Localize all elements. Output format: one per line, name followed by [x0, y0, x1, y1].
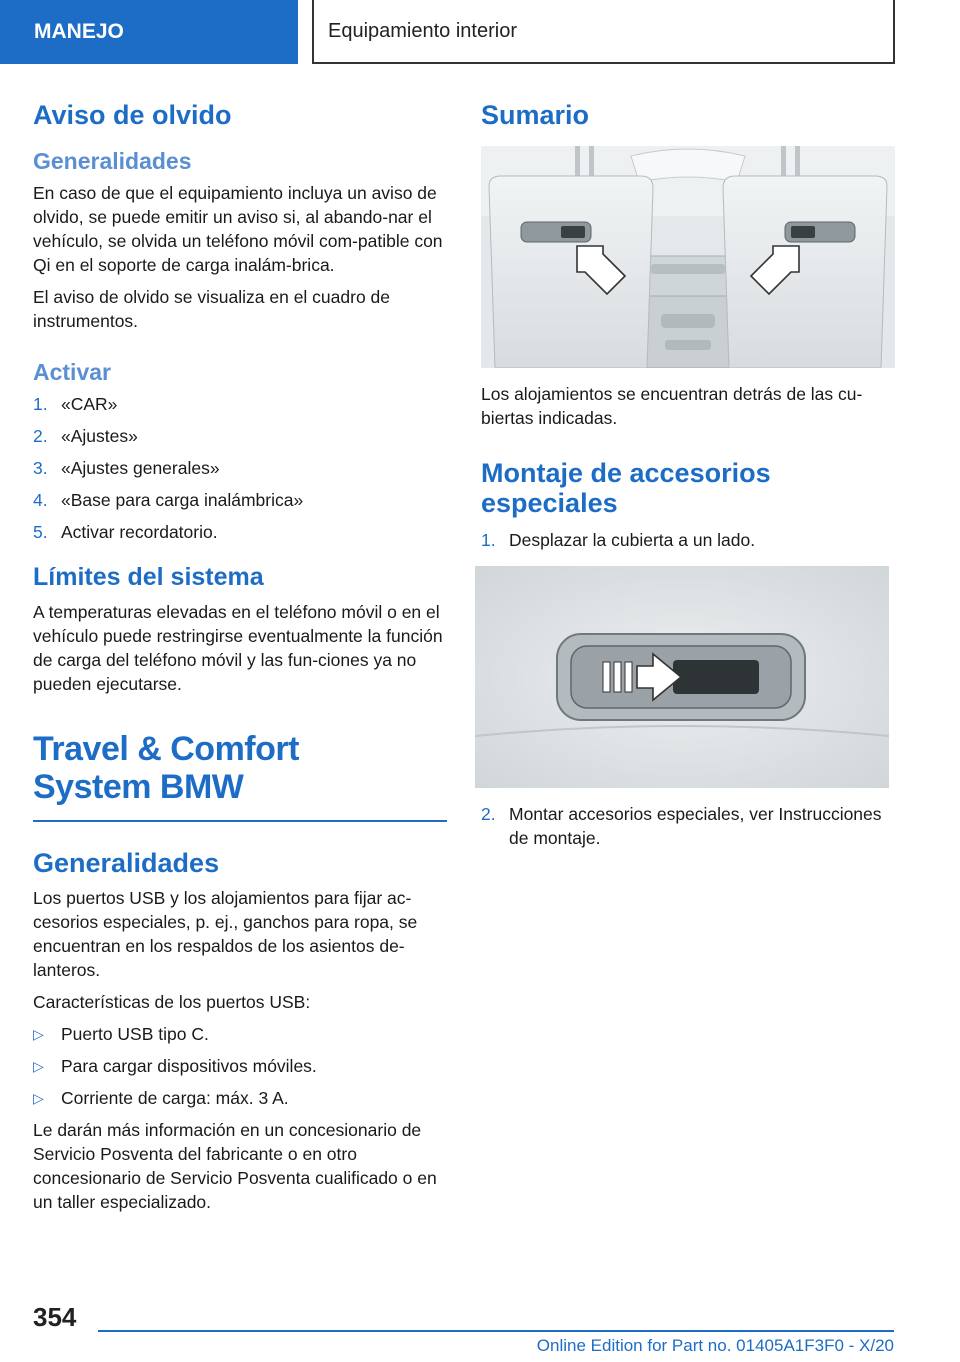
list-item: [481, 528, 895, 552]
gen2-paragraph-1: Los puertos USB y los alojamientos para fijar ac-cesorios especiales, p. ej., ganchos para ropa, se encuentran en los respaldos de los asientos de-lanteros.: [33, 888, 418, 980]
step-text: «CAR»: [61, 394, 118, 414]
bullet-text: Para cargar dispositivos móviles.: [61, 1056, 317, 1076]
gen2-paragraph-3: Le darán más información en un concesionario de Servicio Posventa del fabricante o en otro concesionario de Servicio Posventa cualificado o en un taller especializado.: [33, 1120, 437, 1212]
step-number: 2.: [481, 804, 496, 824]
step-text: Montar accesorios especiales, ver Instrucciones de montaje.: [509, 804, 882, 848]
step-text: Activar recordatorio.: [61, 522, 218, 542]
montaje-steps-2: [481, 802, 895, 850]
cover-slide-figure: [475, 566, 889, 788]
sumario-title: Sumario: [481, 100, 590, 130]
footer-divider: [98, 1330, 894, 1332]
step-text: «Ajustes generales»: [61, 458, 220, 478]
limites-paragraph: A temperaturas elevadas en el teléfono móvil o en el vehículo puede restringirse eventualmente la función de carga del teléfono móvil y las fun-ciones ya no pueden ejecutarse.: [33, 602, 443, 694]
gen1-paragraph-2: El aviso de olvido se visualiza en el cuadro de instrumentos.: [33, 287, 391, 331]
montaje-title-line-1: Montaje de accesorios: [481, 458, 771, 488]
page-number: 354: [33, 1302, 77, 1332]
list-item: [33, 456, 447, 480]
step-text: «Ajustes»: [61, 426, 138, 446]
left-column: [33, 100, 447, 1222]
activar-title: Activar: [33, 359, 111, 385]
aviso-title: Aviso de olvido: [33, 100, 232, 130]
travel-title: [33, 730, 447, 822]
usb-features-list: [33, 1022, 447, 1110]
step-number: 3.: [33, 458, 48, 478]
triangle-bullet-icon: ▷: [33, 1090, 44, 1106]
list-item: [33, 488, 447, 512]
step-number: 1.: [481, 530, 496, 550]
sumario-paragraph: Los alojamientos se encuentran detrás de las cu-biertas indicadas.: [481, 384, 863, 428]
travel-title-line-1: Travel & Comfort: [33, 730, 299, 768]
chapter-title: Equipamiento interior: [312, 0, 895, 64]
gen1-paragraph-1: En caso de que el equipamiento incluya un aviso de olvido, se puede emitir un aviso si, al abando-nar el vehículo, se olvida un teléfono móvil com-patible con Qi en el soporte de carga inalám-brica.: [33, 183, 443, 275]
triangle-bullet-icon: ▷: [33, 1026, 44, 1042]
bullet-text: Puerto USB tipo C.: [61, 1024, 209, 1044]
activar-steps: [33, 392, 447, 544]
list-item: [33, 520, 447, 544]
section-tab: MANEJO: [0, 0, 298, 64]
gen1-title: Generalidades: [33, 148, 192, 174]
list-item: [481, 802, 895, 850]
right-column: [481, 100, 895, 858]
montaje-title-line-2: especiales: [481, 488, 618, 518]
bullet-text: Corriente de carga: máx. 3 A.: [61, 1088, 289, 1108]
list-item: [33, 1022, 447, 1046]
seatback-overview-figure: [481, 146, 895, 368]
montaje-steps-1: [481, 528, 895, 552]
list-item: [33, 424, 447, 448]
list-item: [33, 1086, 447, 1110]
limites-title: Límites del sistema: [33, 563, 264, 591]
step-number: 2.: [33, 426, 48, 446]
triangle-bullet-icon: ▷: [33, 1058, 44, 1074]
step-number: 5.: [33, 522, 48, 542]
edition-note: Online Edition for Part no. 01405A1F3F0 - X/20: [536, 1336, 894, 1355]
step-number: 1.: [33, 394, 48, 414]
gen2-paragraph-2: Características de los puertos USB:: [33, 992, 311, 1012]
montaje-title: [481, 458, 895, 518]
list-item: [33, 392, 447, 416]
gen2-title: Generalidades: [33, 848, 220, 878]
step-text: Desplazar la cubierta a un lado.: [509, 530, 756, 550]
travel-title-line-2: System BMW: [33, 768, 244, 806]
travel-heading: [33, 730, 447, 822]
step-number: 4.: [33, 490, 48, 510]
step-text: «Base para carga inalámbrica»: [61, 490, 304, 510]
list-item: [33, 1054, 447, 1078]
